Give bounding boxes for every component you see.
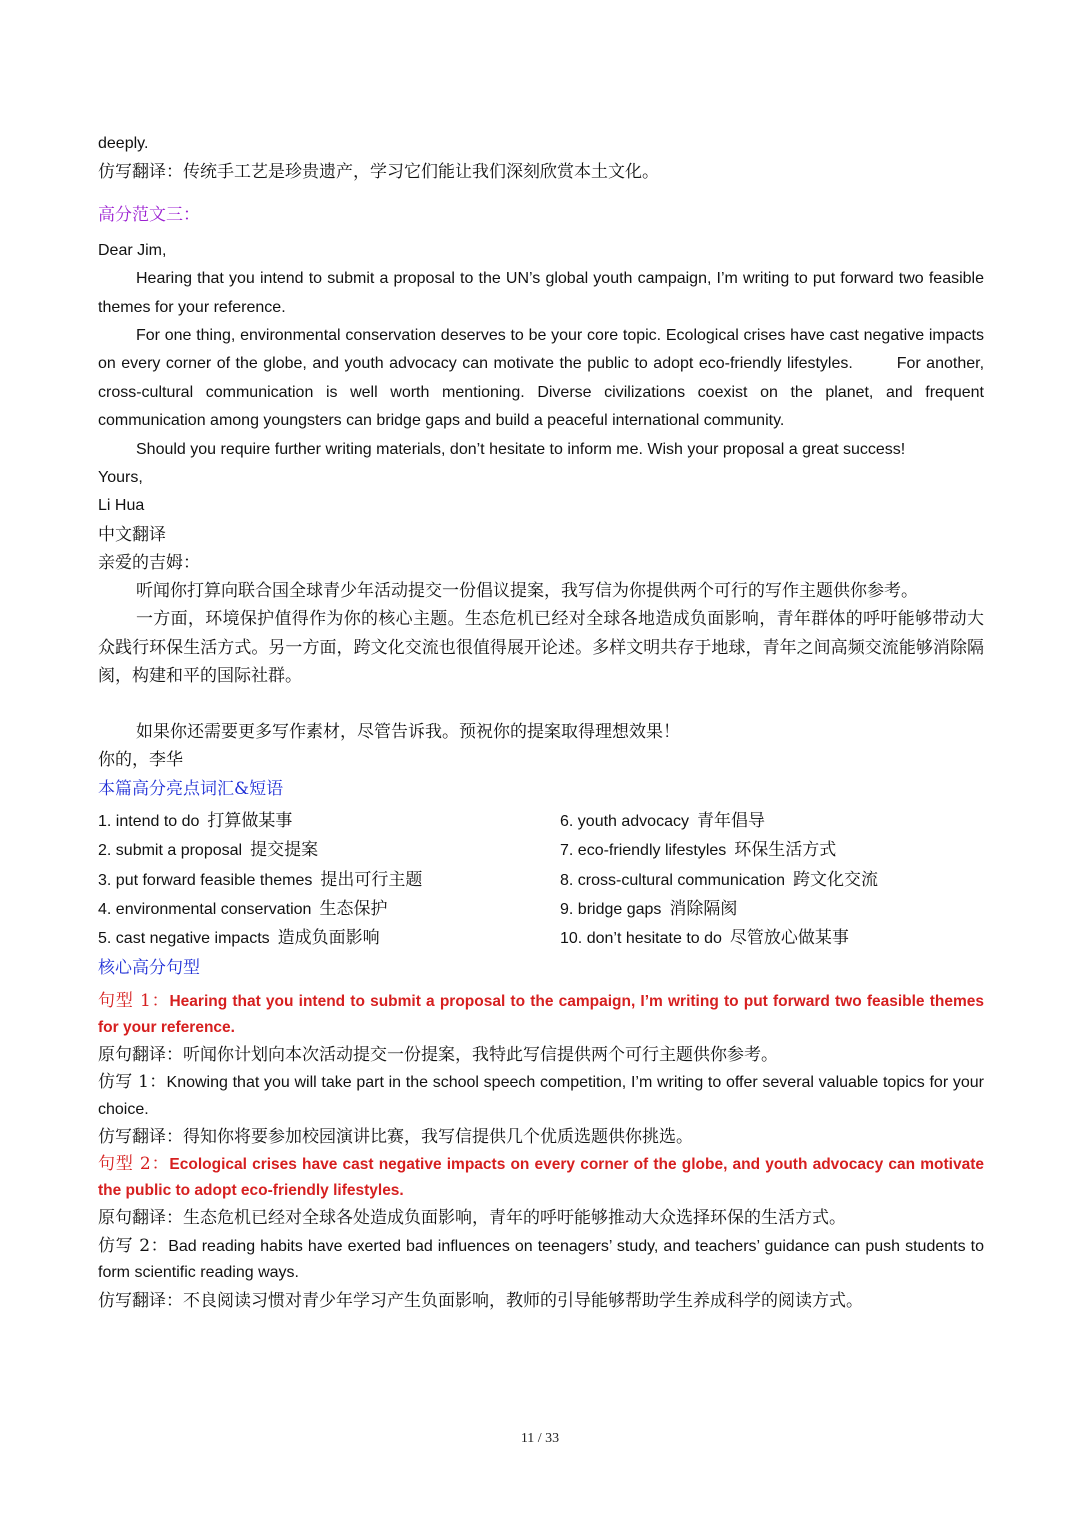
vocab-item: 7. eco-friendly lifestyles 环保生活方式 [560,840,837,861]
pattern-2 [98,1151,984,1204]
essay-salutation: Dear Jim, [98,241,167,259]
essay-paragraph-3: Should you require further writing materials, don’t hesitate to inform me. Wish your proposal a great success! [136,440,906,458]
pattern-1-translation: 原句翻译：听闻你计划向本次活动提交一份提案，我特此写信提供两个可行主题供你参考。 [98,1044,778,1065]
vocab-item: 1. intend to do 打算做某事 [98,810,293,831]
pattern-1-text: Hearing that you intend to submit a proposal to the campaign, I’m writing to put forward two feasible themes for your reference. [98,992,984,1036]
essay-paragraph-1: Hearing that you intend to submit a proposal to the UN’s global youth campaign, I’m writing to put forward two feasible themes for your reference. [98,270,984,316]
vocab-list [98,807,984,954]
translation-salutation: 亲爱的吉姆： [98,553,200,574]
pattern-1 [98,988,984,1041]
vocab-item: 9. bridge gaps 消除隔阂 [560,898,738,919]
essay-paragraph-2 [98,322,984,436]
imitation-2-translation: 仿写翻译：不良阅读习惯对青少年学习产生负面影响，教师的引导能够帮助学生养成科学的阅读方式。 [98,1290,863,1311]
imitation-1-text: Knowing that you will take part in the school speech competition, I’m writing to offer several valuable topics for your choice. [98,1074,984,1118]
imitation-1-translation: 仿写翻译：得知你将要参加校园演讲比赛，我写信提供几个优质选题供你挑选。 [98,1127,693,1148]
translation-paragraph-1: 听闻你打算向联合国全球青少年活动提交一份倡议提案，我写信为你提供两个可行的写作主题供你参考。 [136,581,918,602]
document-page [98,130,984,1315]
vocab-item: 2. submit a proposal 提交提案 [98,840,319,861]
essay-heading: 高分范文三： [98,204,200,225]
patterns-heading: 核心高分句型 [98,957,200,978]
pattern-1-label: 句型 1： [98,990,170,1011]
translation-closing: 你的，李华 [98,750,183,771]
vocab-heading: 本篇高分亮点词汇&短语 [98,778,284,799]
vocab-item: 6. youth advocacy 青年倡导 [560,810,765,831]
translation-paragraph-2: 一方面，环境保护值得作为你的核心主题。生态危机已经对全球各地造成负面影响，青年群体的呼吁能够带动大众践行环保生活方式。另一方面，跨文化交流也很值得展开论述。多样文明共存于地球，青年之间高频交流能够消除隔阂，构建和平的国际社群。 [98,609,984,686]
vocab-item: 4. environmental conservation 生态保护 [98,898,388,919]
imitation-2 [98,1233,984,1287]
pattern-2-label: 句型 2： [98,1154,170,1175]
imitation-2-text: Bad reading habits have exerted bad influences on teenagers’ study, and teachers’ guidance can push students to form scientific reading ways. [98,1237,984,1282]
vocab-item: 8. cross-cultural communication 跨文化交流 [560,869,878,890]
vocab-item: 10. don’t hesitate to do 尽管放心做某事 [560,928,849,949]
essay-signature: Li Hua [98,497,145,515]
imitation-2-label: 仿写 2： [98,1235,169,1256]
previous-text-tail: deeply. [98,135,149,152]
pattern-2-translation: 原句翻译：生态危机已经对全球各处造成负面影响，青年的呼吁能够推动大众选择环保的生活方式。 [98,1208,846,1229]
vocab-item: 3. put forward feasible themes 提出可行主题 [98,869,423,890]
essay-paragraph-2a: For one thing, environmental conservation deserves to be your core topic. Ecological crises have cast negative impacts on every corner of the globe, and youth advocacy can motivate the public to adopt eco-friendly lifestyles. [98,327,984,373]
imitation-1 [98,1069,984,1123]
page-number: 11 / 33 [520,1431,560,1446]
vocab-item: 5. cast negative impacts 造成负面影响 [98,928,380,949]
pattern-2-text: Ecological crises have cast negative impacts on every corner of the globe, and youth advocacy can motivate the public to adopt eco-friendly lifestyles. [98,1156,984,1200]
translation-heading: 中文翻译 [98,524,166,545]
imitation-1-label: 仿写 1： [98,1072,167,1093]
essay-paragraph-2b: For another, cross-cultural communication is well worth mentioning. Diverse civilizations coexist on the planet, and frequent communication among youngsters can bridge gaps and build a peaceful international community. [98,355,985,430]
previous-translation: 仿写翻译：传统手工艺是珍贵遗产，学习它们能让我们深刻欣赏本土文化。 [98,162,659,183]
translation-paragraph-3: 如果你还需要更多写作素材，尽管告诉我。预祝你的提案取得理想效果！ [136,722,680,743]
essay-closing: Yours, [98,469,143,487]
